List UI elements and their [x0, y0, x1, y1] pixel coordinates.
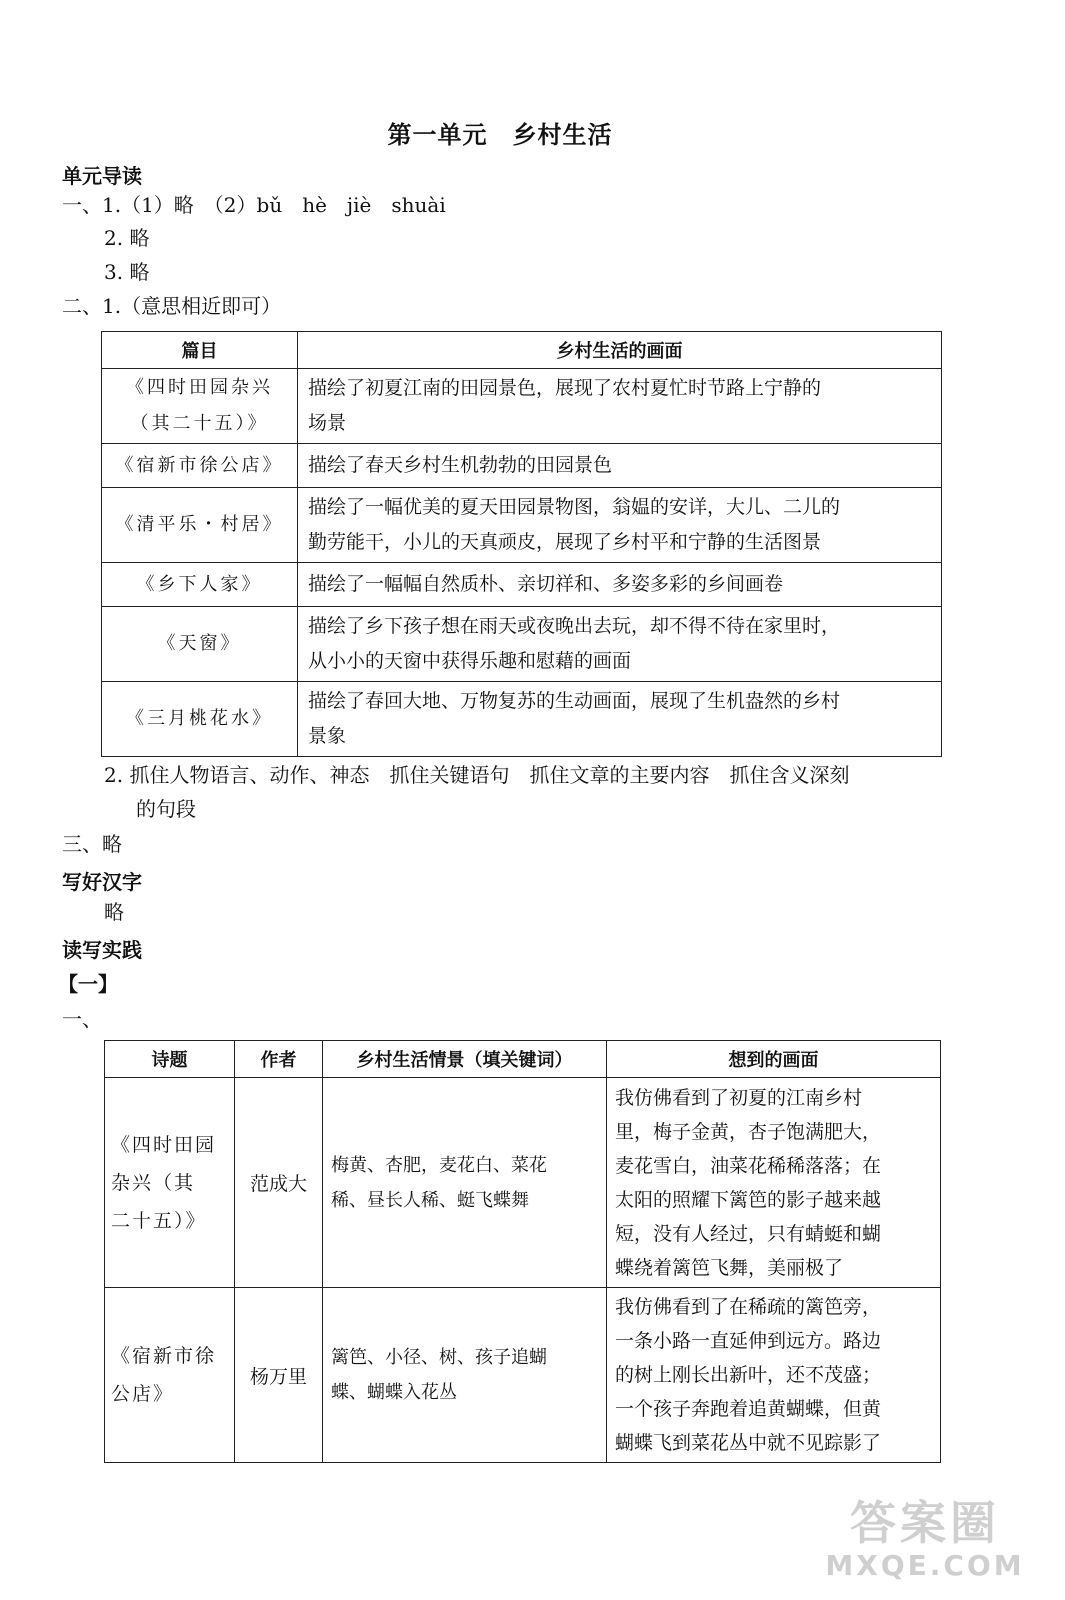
practice-question-1: 一、: [62, 1007, 102, 1031]
scene-line: 勤劳能干，小儿的天真顽皮，展现了乡村平和宁静的生活图景: [308, 531, 822, 553]
poem-title-cell: 《三月桃花水》: [102, 682, 298, 757]
section-heading-writing: 写好汉字: [62, 870, 142, 894]
scene-line: 里，梅子金黄，杏子饱满肥大，: [615, 1120, 882, 1143]
answer-1-3: 3. 略: [104, 260, 150, 284]
answer-2-2-line-2: 的句段: [136, 797, 196, 821]
table-picture-scenes: [101, 331, 942, 757]
scene-line: 描绘了一幅优美的夏天田园景物图，翁媪的安详，大儿、二儿的: [308, 496, 841, 518]
scene-cell: [298, 488, 942, 563]
keywords-line: 蝶、蝴蝶入花丛: [331, 1382, 457, 1403]
author-cell: 范成大: [235, 1078, 323, 1288]
table-row: [102, 682, 942, 757]
scene-cell: 描绘了春天乡村生机勃勃的田园景色: [298, 444, 942, 488]
table-poems: [104, 1040, 941, 1463]
table-header: 乡村生活情景（填关键词）: [323, 1041, 607, 1078]
table-header: 篇目: [102, 332, 298, 369]
table-row: [102, 444, 942, 488]
section-heading-practice: 读写实践: [62, 938, 142, 962]
scene-line: 描绘了初夏江南的田园景色，展现了农村夏忙时节路上宁静的: [308, 377, 822, 399]
page-title: 第一单元 乡村生活: [387, 121, 613, 149]
poem-title-cell: [105, 1078, 235, 1288]
scene-cell: [298, 607, 942, 682]
scene-line: 一个孩子奔跑着追黄蝴蝶，但黄: [615, 1398, 882, 1420]
poem-title-line: 《宿新市徐: [111, 1345, 217, 1367]
scene-line: 我仿佛看到了初夏的江南乡村: [615, 1086, 863, 1109]
poem-title-cell: 《乡下人家》: [102, 563, 298, 607]
poem-title-cell: 《清平乐・村居》: [102, 488, 298, 563]
poem-title-cell: [102, 369, 298, 444]
poem-title-line: 杂兴（其: [111, 1171, 196, 1194]
table-row: [105, 1288, 941, 1463]
keywords-line: 稀、昼长人稀、蜓飞蝶舞: [331, 1189, 529, 1211]
scene-line: 场景: [308, 412, 347, 434]
poem-title-cell: 《宿新市徐公店》: [102, 444, 298, 488]
practice-group-label: 【一】: [58, 972, 118, 996]
poem-title-line: （其二十五）》: [130, 413, 269, 434]
answer-1-2: 2. 略: [104, 226, 150, 250]
poem-title-line: 二十五）》: [111, 1209, 207, 1232]
section-heading-intro: 单元导读: [62, 164, 142, 188]
scene-line: 一条小路一直延伸到远方。路边: [615, 1330, 882, 1352]
scene-line: 我仿佛看到了在稀疏的篱笆旁，: [615, 1296, 882, 1318]
writing-answer: 略: [104, 900, 124, 924]
keywords-line: 篱笆、小径、树、孩子追蝴: [331, 1347, 547, 1368]
scene-cell: [298, 369, 942, 444]
table-header: 作者: [235, 1041, 323, 1078]
scene-line: 太阳的照耀下篱笆的影子越来越: [615, 1188, 882, 1211]
scene-line: 从小小的天窗中获得乐趣和慰藉的画面: [308, 650, 632, 672]
poem-title-line: 《四时田园: [111, 1133, 217, 1156]
table-row: [102, 488, 942, 563]
scene-line: 景象: [308, 725, 347, 747]
scene-line: 的树上刚长出新叶，还不茂盛；: [615, 1364, 882, 1386]
keywords-cell: [323, 1078, 607, 1288]
table-header: 想到的画面: [607, 1041, 941, 1078]
table-row: [102, 607, 942, 682]
poem-title-cell: [105, 1288, 235, 1463]
author-cell: 杨万里: [235, 1288, 323, 1463]
watermark-logo: [825, 1497, 1025, 1592]
keywords-cell: [323, 1288, 607, 1463]
scene-cell: [298, 682, 942, 757]
imagined-scene-cell: [607, 1078, 941, 1288]
keywords-line: 梅黄、杏肥，麦花白、菜花: [331, 1154, 547, 1176]
scene-line: 描绘了乡下孩子想在雨天或夜晚出去玩，却不得不待在家里时，: [308, 615, 841, 637]
imagined-scene-cell: [607, 1288, 941, 1463]
table-row: [102, 563, 942, 607]
scene-line: 麦花雪白，油菜花稀稀落落；在: [615, 1154, 882, 1177]
scene-line: 蝴蝶飞到菜花丛中就不见踪影了: [615, 1432, 882, 1454]
watermark-url: MXQE.COM: [825, 1549, 1025, 1582]
poem-title-line: 《四时田园杂兴: [126, 377, 273, 398]
scene-line: 蝶绕着篱笆飞舞，美丽极了: [615, 1256, 844, 1279]
table-header: 乡村生活的画面: [298, 332, 942, 369]
table-row: [105, 1078, 941, 1288]
answer-3: 三、略: [62, 832, 122, 856]
table-header-row: [105, 1041, 941, 1078]
scene-line: 描绘了春回大地、万物复苏的生动画面，展现了生机盎然的乡村: [308, 690, 841, 712]
watermark-text: 答案圈: [850, 1496, 1000, 1550]
scene-line: 短，没有人经过，只有蜻蜓和蝴: [615, 1222, 882, 1245]
table-header: 诗题: [105, 1041, 235, 1078]
answer-2-2-line-1: 2. 抓住人物语言、动作、神态 抓住关键语句 抓住文章的主要内容 抓住含义深刻: [104, 763, 850, 787]
scene-cell: 描绘了一幅幅自然质朴、亲切祥和、多姿多彩的乡间画卷: [298, 563, 942, 607]
answer-2-1: 二、1.（意思相近即可）: [62, 294, 282, 318]
poem-title-line: 公店》: [111, 1383, 175, 1405]
table-row: [102, 369, 942, 444]
table-header-row: [102, 332, 942, 369]
answer-1-1: 一、1.（1）略 （2）bǔ hè jiè shuài: [62, 193, 446, 217]
poem-title-cell: 《天窗》: [102, 607, 298, 682]
